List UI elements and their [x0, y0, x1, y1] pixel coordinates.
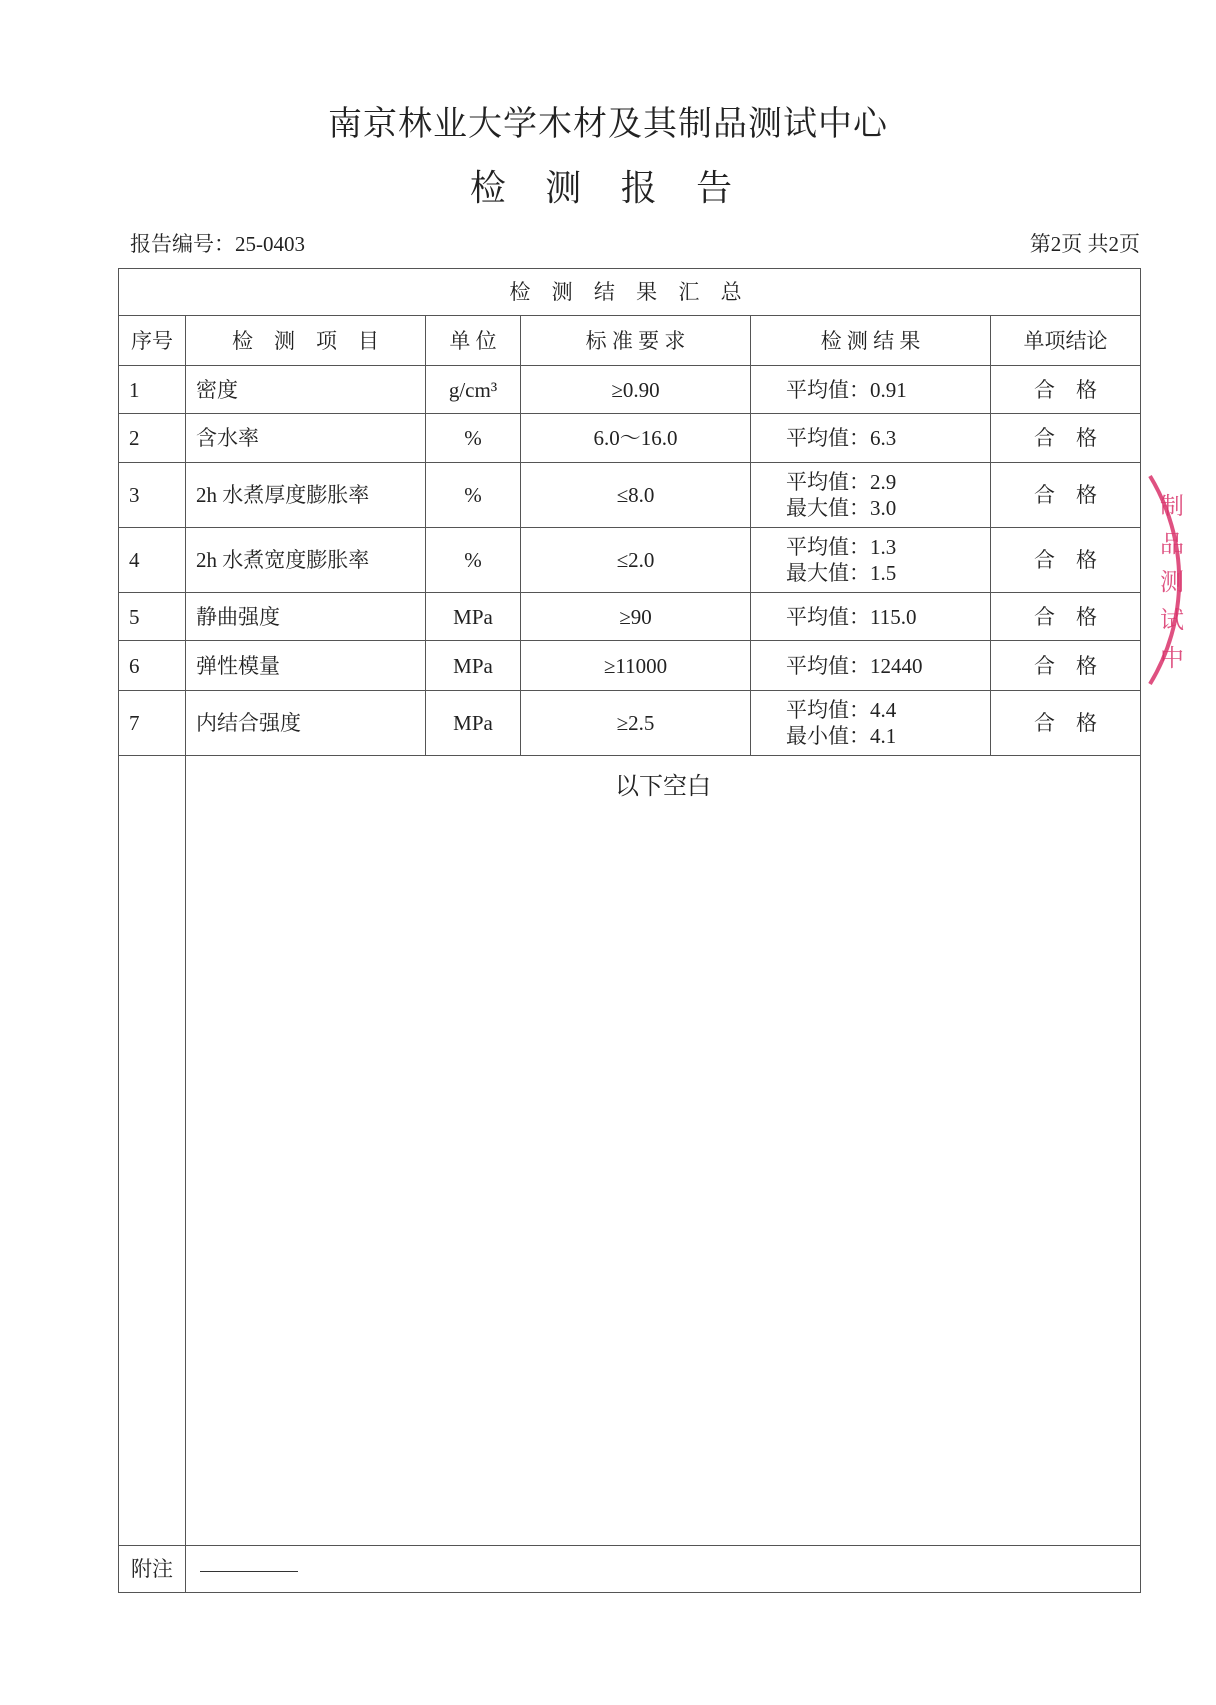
result-line: 平均值：4.4: [786, 698, 897, 722]
row-result: [751, 366, 991, 414]
table-row: [119, 691, 1141, 756]
result-line: 平均值：0.91: [786, 377, 907, 402]
row-no: 5: [119, 593, 186, 641]
row-verdict: 合 格: [991, 528, 1141, 593]
col-no: 序号: [119, 316, 186, 366]
page-number: 第2页 共2页: [1029, 232, 1140, 256]
col-item: 检 测 项 目: [186, 316, 426, 366]
row-result: [751, 463, 991, 528]
row-no: 4: [119, 528, 186, 593]
row-unit: MPa: [426, 641, 521, 691]
table-row: [119, 463, 1141, 528]
result-line: 最大值：3.0: [786, 496, 897, 520]
stamp-char: 试: [1160, 606, 1184, 634]
row-result: [751, 593, 991, 641]
row-standard: ≥11000: [521, 641, 751, 691]
row-result: [751, 528, 991, 593]
result-line: 平均值：2.9: [786, 470, 897, 494]
results-table: [118, 268, 1141, 1593]
stamp-char: 制: [1160, 492, 1184, 520]
row-no: 1: [119, 366, 186, 414]
result-line: 平均值：6.3: [786, 426, 897, 450]
row-standard: ≥90: [521, 593, 751, 641]
row-verdict: 合 格: [991, 641, 1141, 691]
col-result: 检 测 结 果: [751, 316, 991, 366]
result-line: 最大值：1.5: [786, 561, 897, 585]
result-line: 平均值：12440: [786, 653, 923, 678]
remark-label: 附注: [119, 1546, 186, 1593]
row-item: 密度: [186, 366, 426, 414]
report-number: 报告编号：25-0403: [130, 232, 305, 256]
table-caption: 检 测 结 果 汇 总: [119, 269, 1141, 316]
row-unit: %: [426, 414, 521, 463]
row-item: 弹性模量: [186, 641, 426, 691]
row-verdict: 合 格: [991, 463, 1141, 528]
column-headers: [119, 316, 1141, 366]
row-item: 内结合强度: [186, 691, 426, 756]
table-row: [119, 593, 1141, 641]
row-standard: ≤8.0: [521, 463, 751, 528]
table-row: [119, 366, 1141, 414]
row-item: 静曲强度: [186, 593, 426, 641]
table-row: [119, 641, 1141, 691]
org-name: 南京林业大学木材及其制品测试中心: [328, 104, 888, 144]
seal-stamp: [1144, 470, 1214, 690]
row-no: 6: [119, 641, 186, 691]
table-row: [119, 414, 1141, 463]
row-verdict: 合 格: [991, 366, 1141, 414]
row-no: 3: [119, 463, 186, 528]
col-standard: 标 准 要 求: [521, 316, 751, 366]
row-result: [751, 414, 991, 463]
row-item: 2h 水煮宽度膨胀率: [186, 528, 426, 593]
row-verdict: 合 格: [991, 593, 1141, 641]
row-standard: ≤2.0: [521, 528, 751, 593]
row-unit: %: [426, 463, 521, 528]
table-row: [119, 528, 1141, 593]
result-line: 平均值：115.0: [786, 604, 917, 629]
stamp-char: 中: [1160, 644, 1184, 672]
row-no: 2: [119, 414, 186, 463]
col-verdict: 单项结论: [991, 316, 1141, 366]
stamp-char: 测: [1160, 568, 1184, 596]
result-line: 最小值：4.1: [786, 724, 897, 748]
blank-note: 以下空白: [186, 756, 1141, 1546]
row-item: 2h 水煮厚度膨胀率: [186, 463, 426, 528]
row-unit: g/cm³: [426, 366, 521, 414]
row-standard: 6.0～16.0: [521, 414, 751, 463]
row-unit: MPa: [426, 593, 521, 641]
row-verdict: 合 格: [991, 414, 1141, 463]
row-result: [751, 691, 991, 756]
row-standard: ≥2.5: [521, 691, 751, 756]
row-result: [751, 641, 991, 691]
result-line: 平均值：1.3: [786, 535, 897, 559]
remark-dash: [200, 1571, 298, 1572]
row-unit: MPa: [426, 691, 521, 756]
row-verdict: 合 格: [991, 691, 1141, 756]
doc-title: 检 测 报 告: [469, 168, 747, 209]
row-standard: ≥0.90: [521, 366, 751, 414]
row-item: 含水率: [186, 414, 426, 463]
remark-value: [186, 1546, 1141, 1593]
col-unit: 单 位: [426, 316, 521, 366]
row-unit: %: [426, 528, 521, 593]
row-no: 7: [119, 691, 186, 756]
stamp-char: 品: [1160, 530, 1184, 558]
